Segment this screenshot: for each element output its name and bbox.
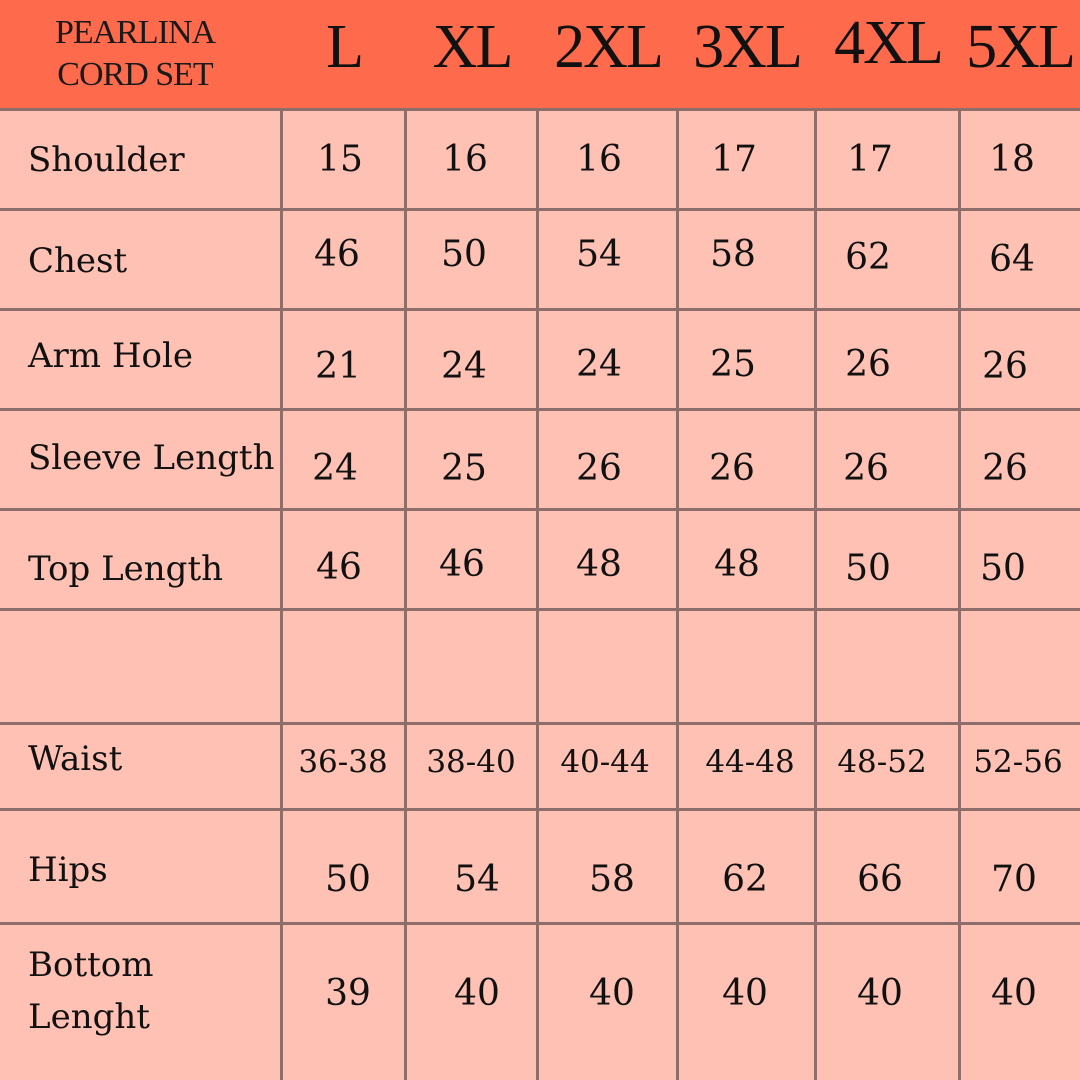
cell-shoulder-xl: 16: [442, 139, 488, 180]
cell-top-length-5xl: 50: [980, 548, 1026, 589]
cell-chest-5xl: 64: [989, 239, 1035, 280]
cell-chest-xl: 50: [441, 234, 487, 275]
size-header-3xl: 3XL: [693, 12, 801, 81]
grid-divider: [0, 208, 1080, 211]
cell-arm-hole-4xl: 26: [845, 344, 891, 385]
cell-sleeve-length-5xl: 26: [982, 448, 1028, 489]
cell-waist-2xl: 40-44: [560, 744, 650, 780]
cell-shoulder-4xl: 17: [847, 139, 893, 180]
cell-shoulder-l: 15: [317, 139, 363, 180]
cell-bottom-length-2xl: 40: [589, 973, 635, 1014]
cell-bottom-length-xl: 40: [454, 973, 500, 1014]
cell-arm-hole-2xl: 24: [576, 344, 622, 385]
cell-top-length-4xl: 50: [845, 548, 891, 589]
cell-hips-2xl: 58: [589, 859, 635, 900]
cell-waist-xl: 38-40: [426, 744, 516, 780]
grid-divider: [0, 508, 1080, 511]
cell-shoulder-3xl: 17: [711, 139, 757, 180]
row-label-bottom-line-2: Lenght: [28, 997, 150, 1037]
row-label-waist: Waist: [28, 739, 123, 779]
cell-chest-l: 46: [314, 234, 360, 275]
cell-bottom-length-5xl: 40: [991, 973, 1037, 1014]
cell-bottom-length-l: 39: [325, 973, 371, 1014]
grid-divider: [0, 922, 1080, 925]
cell-arm-hole-5xl: 26: [982, 346, 1028, 387]
grid-divider: [0, 808, 1080, 811]
grid-divider: [0, 108, 1080, 111]
cell-shoulder-2xl: 16: [576, 139, 622, 180]
cell-hips-l: 50: [325, 859, 371, 900]
cell-shoulder-5xl: 18: [989, 139, 1035, 180]
grid-divider: [0, 308, 1080, 311]
row-label-top-length: Top Length: [28, 549, 224, 589]
cell-arm-hole-xl: 24: [441, 346, 487, 387]
cell-sleeve-length-l: 24: [312, 448, 358, 489]
cell-hips-4xl: 66: [857, 859, 903, 900]
cell-top-length-2xl: 48: [576, 544, 622, 585]
brand-line-2: CORD SET: [57, 56, 213, 93]
cell-arm-hole-3xl: 25: [710, 344, 756, 385]
grid-divider: [0, 722, 1080, 725]
cell-top-length-3xl: 48: [714, 544, 760, 585]
header-bar: [0, 0, 1080, 108]
size-header-l: L: [326, 12, 362, 81]
cell-hips-xl: 54: [454, 859, 500, 900]
row-label-hips: Hips: [28, 850, 108, 890]
cell-hips-5xl: 70: [991, 859, 1037, 900]
size-header-2xl: 2XL: [554, 12, 662, 81]
row-label-arm-hole: Arm Hole: [28, 336, 193, 376]
cell-bottom-length-3xl: 40: [722, 973, 768, 1014]
grid-divider: [0, 408, 1080, 411]
row-label-chest: Chest: [28, 241, 128, 281]
size-header-xl: XL: [432, 12, 512, 81]
cell-bottom-length-4xl: 40: [857, 973, 903, 1014]
cell-chest-3xl: 58: [710, 234, 756, 275]
size-header-4xl: 4XL: [834, 8, 942, 77]
cell-top-length-l: 46: [316, 547, 362, 588]
cell-top-length-xl: 46: [439, 544, 485, 585]
size-header-5xl: 5XL: [966, 12, 1074, 81]
cell-waist-3xl: 44-48: [705, 744, 795, 780]
cell-hips-3xl: 62: [722, 859, 768, 900]
row-label-bottom-length: [28, 939, 154, 1043]
row-label-bottom-line-1: Bottom: [28, 945, 154, 985]
row-label-sleeve-length: Sleeve Length: [28, 438, 275, 478]
cell-sleeve-length-xl: 25: [441, 448, 487, 489]
cell-chest-2xl: 54: [576, 234, 622, 275]
cell-waist-5xl: 52-56: [973, 744, 1063, 780]
cell-chest-4xl: 62: [845, 237, 891, 278]
cell-sleeve-length-3xl: 26: [709, 448, 755, 489]
cell-sleeve-length-2xl: 26: [576, 448, 622, 489]
brand-title: [0, 0, 270, 108]
grid-divider: [0, 608, 1080, 611]
cell-waist-l: 36-38: [298, 744, 388, 780]
row-label-shoulder: Shoulder: [28, 140, 185, 180]
cell-waist-4xl: 48-52: [837, 744, 927, 780]
cell-arm-hole-l: 21: [315, 346, 361, 387]
cell-sleeve-length-4xl: 26: [843, 448, 889, 489]
brand-line-1: PEARLINA: [54, 14, 216, 51]
